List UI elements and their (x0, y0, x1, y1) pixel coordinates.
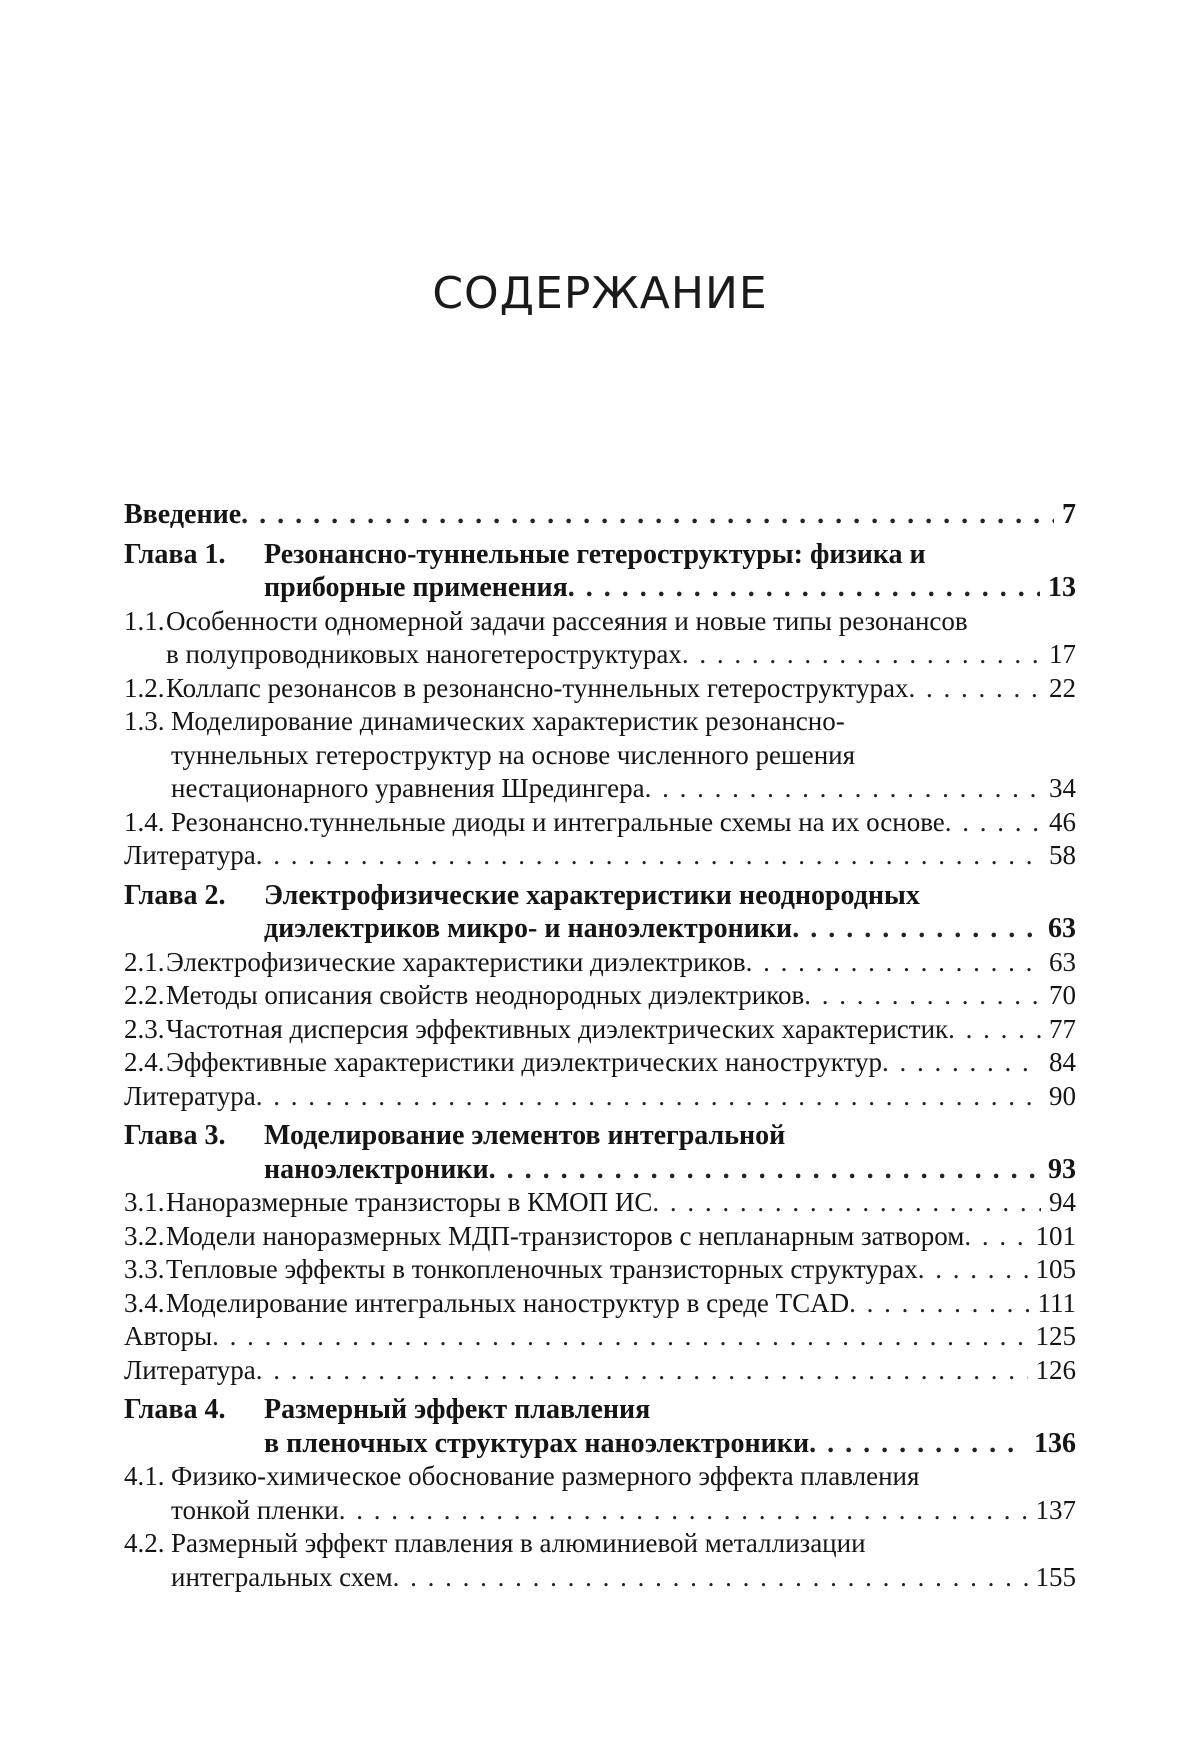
section-4-2-page: 155 (1028, 1561, 1077, 1595)
section-3-2-page: 101 (1028, 1220, 1077, 1254)
chapter-1-literature-page: 58 (1041, 839, 1076, 873)
section-2-4-page: 84 (1041, 1046, 1076, 1080)
toc-section-3-1[interactable] (124, 1186, 1076, 1220)
chapter-1-page: 13 (1040, 571, 1076, 605)
toc-entry-intro[interactable] (124, 498, 1076, 532)
toc-chapter-1-line-1[interactable] (124, 538, 1076, 572)
section-4-1-page: 137 (1028, 1494, 1077, 1528)
section-2-4-number: 2.4. (124, 1047, 165, 1077)
chapter-3-literature-label: Литература (124, 1354, 256, 1385)
section-2-3-page: 77 (1041, 1013, 1076, 1047)
section-2-2-title: Методы описания свойств неоднородных диэлектриков (166, 980, 805, 1010)
section-3-4-number: 3.4. (124, 1287, 165, 1318)
section-3-1-title: Наноразмерные транзисторы в КМОП ИС (166, 1187, 653, 1217)
chapter-3-number: Глава 3. (124, 1120, 226, 1151)
toc-chapter-3-literature[interactable] (124, 1354, 1076, 1388)
section-2-4-title: Эффективные характеристики диэлектрических наноструктур (166, 1047, 883, 1077)
toc-chapter-3-line-1[interactable] (124, 1119, 1076, 1153)
section-1-2-page: 22 (1041, 672, 1076, 706)
toc-chapter-3-line-2[interactable] (124, 1153, 1076, 1187)
toc-chapter-2-line-1[interactable] (124, 879, 1076, 913)
toc-chapter-2-line-2[interactable] (124, 912, 1076, 946)
section-2-3-title: Частотная дисперсия эффективных диэлектрических характеристик (166, 1013, 949, 1044)
chapter-4-number: Глава 4. (124, 1394, 226, 1425)
intro-label: Введение (124, 499, 242, 530)
toc-chapter-2-literature[interactable] (124, 1080, 1076, 1114)
section-1-3-number: 1.3. (124, 706, 165, 736)
intro-page: 7 (1054, 498, 1076, 532)
toc-chapter-3-authors[interactable] (124, 1320, 1076, 1354)
section-1-3-title-line-1: Моделирование динамических характеристик резонансно- (171, 706, 845, 736)
section-1-3-page: 34 (1041, 772, 1076, 806)
toc-section-1-3-line-3[interactable] (124, 772, 1076, 806)
toc-chapter-1-line-2[interactable] (124, 571, 1076, 605)
toc-section-2-3[interactable] (124, 1013, 1076, 1047)
section-1-1-number: 1.1. (124, 605, 165, 636)
chapter-3-authors-label: Авторы (124, 1321, 213, 1351)
section-2-2-number: 2.2. (124, 980, 165, 1010)
chapter-2-number: Глава 2. (124, 879, 226, 911)
chapter-3-authors-page: 125 (1028, 1320, 1077, 1354)
section-4-1-number: 4.1. (124, 1461, 165, 1491)
section-3-3-title: Тепловые эффекты в тонкопленочных транзисторных структурах (166, 1254, 918, 1284)
section-1-4-page: 46 (1041, 806, 1076, 840)
section-4-1-title-line-1: Физико-химическое обоснование размерного эффекта плавления (171, 1461, 920, 1491)
section-1-1-title-line-1: Особенности одномерной задачи рассеяния и новые типы резонансов (166, 605, 968, 636)
section-2-1-number: 2.1. (124, 946, 165, 977)
section-3-4-title: Моделирование интегральных наноструктур в среде TCAD (166, 1287, 850, 1318)
toc-section-1-1-line-1[interactable] (124, 605, 1076, 639)
section-3-2-number: 3.2. (124, 1220, 165, 1251)
toc-section-4-1-line-2[interactable] (124, 1494, 1076, 1528)
toc-section-1-1-line-2[interactable] (124, 638, 1076, 672)
section-2-1-title: Электрофизические характеристики диэлектриков (166, 946, 746, 977)
section-4-1-title-line-2: тонкой пленки (171, 1494, 339, 1525)
section-2-1-page: 63 (1041, 946, 1076, 980)
section-3-3-page: 105 (1028, 1253, 1077, 1287)
toc-section-3-2[interactable] (124, 1220, 1076, 1254)
chapter-2-page: 63 (1040, 912, 1076, 946)
section-4-2-title-line-2: интегральных схем (171, 1561, 393, 1592)
toc-section-3-4[interactable] (124, 1287, 1076, 1321)
table-of-contents (124, 498, 1076, 1594)
chapter-1-number: Глава 1. (124, 538, 226, 570)
section-4-2-title-line-1: Размерный эффект плавления в алюминиевой металлизации (171, 1528, 866, 1558)
toc-section-1-2[interactable] (124, 672, 1076, 706)
chapter-1-title-line-1: Резонансно-туннельные гетероструктуры: физика и (264, 538, 926, 570)
chapter-2-literature-label: Литература (124, 1080, 256, 1111)
section-1-2-number: 1.2. (124, 672, 165, 703)
toc-chapter-4-line-1[interactable] (124, 1393, 1076, 1427)
section-1-4-title: Резонансно.туннельные диоды и интегральные схемы на их основе (171, 806, 945, 837)
chapter-1-title-line-2: приборные применения (264, 572, 568, 603)
section-1-4-number: 1.4. (124, 806, 165, 837)
chapter-2-title-line-1: Электрофизические характеристики неоднородных (264, 879, 920, 911)
toc-chapter-1-literature[interactable] (124, 839, 1076, 873)
toc-section-2-2[interactable] (124, 979, 1076, 1013)
toc-section-4-1-line-1[interactable] (124, 1460, 1076, 1494)
section-4-2-number: 4.2. (124, 1528, 165, 1558)
toc-section-4-2-line-2[interactable] (124, 1561, 1076, 1595)
chapter-3-title-line-1: Моделирование элементов интегральной (264, 1120, 786, 1151)
section-2-3-number: 2.3. (124, 1013, 165, 1044)
chapter-3-title-line-2: наноэлектроники (264, 1153, 489, 1185)
toc-section-3-3[interactable] (124, 1253, 1076, 1287)
section-3-1-page: 94 (1041, 1186, 1076, 1220)
toc-chapter-4-line-2[interactable] (124, 1427, 1076, 1461)
toc-section-1-3-line-2[interactable] (124, 739, 1076, 773)
section-1-2-title: Коллапс резонансов в резонансно-туннельных гетероструктурах (166, 672, 909, 703)
section-3-3-number: 3.3. (124, 1254, 165, 1284)
section-1-3-title-line-3: нестационарного уравнения Шредингера (171, 773, 645, 803)
chapter-4-page: 136 (1026, 1427, 1076, 1461)
section-2-2-page: 70 (1041, 979, 1076, 1013)
toc-section-2-1[interactable] (124, 946, 1076, 980)
chapter-3-literature-page: 126 (1028, 1354, 1077, 1388)
chapter-3-page: 93 (1040, 1153, 1076, 1187)
section-3-4-page: 111 (1030, 1287, 1077, 1321)
chapter-4-title-line-2: в пленочных структурах наноэлектроники (264, 1427, 810, 1459)
toc-section-4-2-line-1[interactable] (124, 1527, 1076, 1561)
chapter-2-title-line-2: диэлектриков микро- и наноэлектроники (264, 913, 793, 944)
toc-section-1-3-line-1[interactable] (124, 705, 1076, 739)
chapter-1-literature-label: Литература (124, 840, 256, 870)
page-title: СОДЕРЖАНИЕ (432, 268, 768, 319)
section-3-2-title: Модели наноразмерных МДП-транзисторов с непланарным затвором (166, 1220, 965, 1251)
section-1-1-page: 17 (1041, 638, 1076, 672)
toc-section-2-4[interactable] (124, 1046, 1076, 1080)
section-3-1-number: 3.1. (124, 1187, 165, 1217)
chapter-2-literature-page: 90 (1041, 1080, 1076, 1114)
section-1-1-title-line-2: в полупроводниковых наногетероструктурах (166, 639, 682, 669)
section-1-3-title-line-2: туннельных гетероструктур на основе численного решения (171, 739, 856, 770)
toc-section-1-4[interactable] (124, 806, 1076, 840)
chapter-4-title-line-1: Размерный эффект плавления (264, 1394, 651, 1425)
